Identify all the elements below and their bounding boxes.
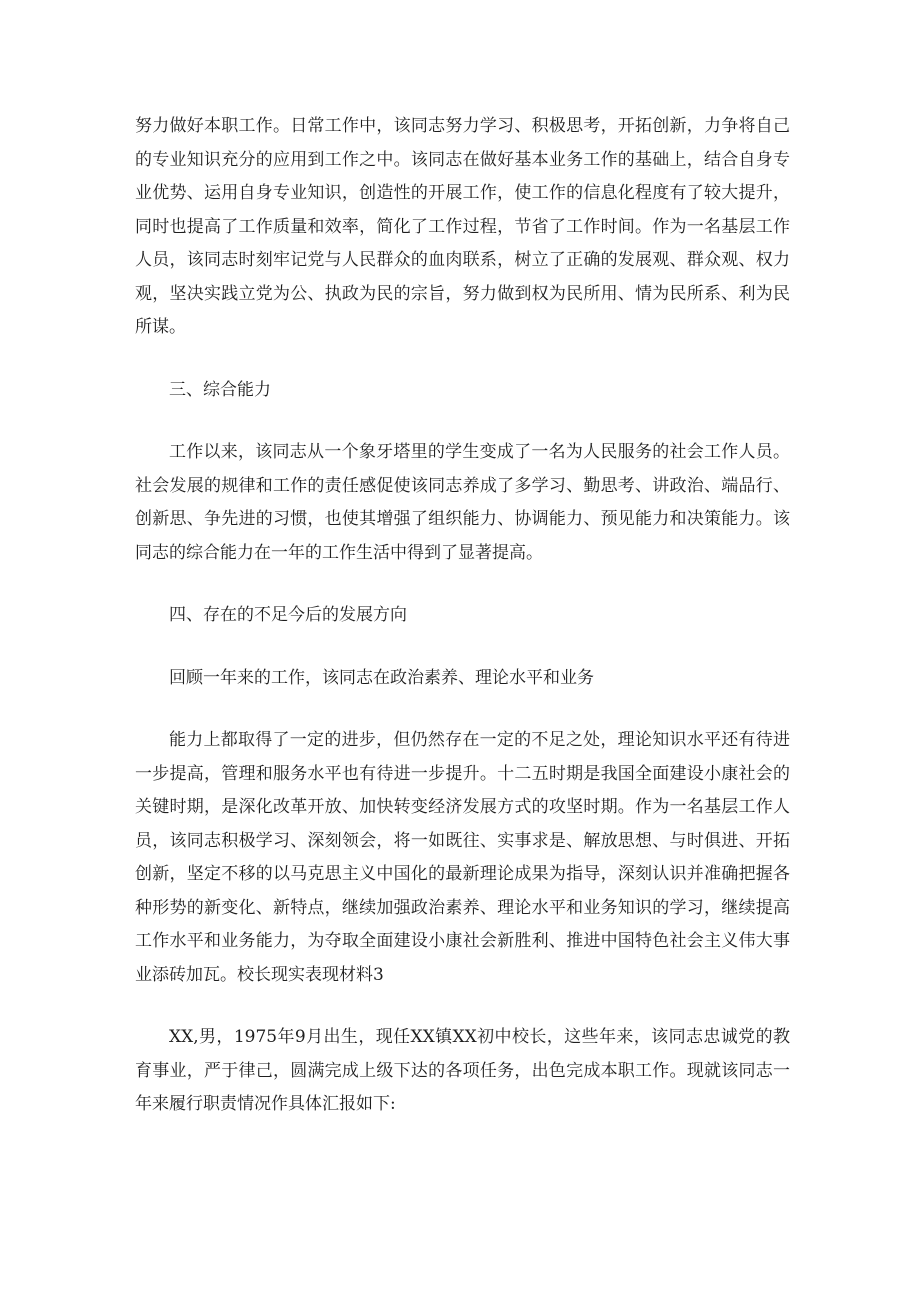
paragraph-work-performance: 努力做好本职工作。日常工作中，该同志努力学习、积极思考，开拓创新，力争将自己的专业知识充分的应用到工作之中。该同志在做好基本业务工作的基础上，结合自身专业优势、运用自身专业知识，创造性的开展工作，使工作的信息化程度有了较大提升，同时也提高了工作质量和效率，简化了工作过程，节省了工作时间。作为一名基层工作人员，该同志时刻牢记党与人民群众的血肉联系，树立了正确的发展观、群众观、权力观，坚决实践立党为公、执政为民的宗旨，努力做到权为民所用、情为民所系、利为民所谋。: [135, 116, 790, 337]
section-heading-shortcomings: 四、存在的不足今后的发展方向: [169, 605, 407, 625]
section-heading-comprehensive-ability: 三、综合能力: [169, 379, 271, 400]
paragraph-comprehensive-ability: 工作以来，该同志从一个象牙塔里的学生变成了一名为人民服务的社会工作人员。社会发展的规律和工作的责任感促使该同志养成了多学习、勤思考、讲政治、端品行、创新思、争先进的习惯，也使其增强了组织能力、协调能力、预见能力和决策能力。该同志的综合能力在一年的工作生活中得到了显著提高。: [135, 442, 790, 563]
document-body: [135, 110, 790, 1122]
paragraph-review-intro: 回顾一年来的工作，该同志在政治素养、理论水平和业务: [169, 667, 594, 688]
paragraph-shortcomings-detail: 能力上都取得了一定的进步，但仍然存在一定的不足之处，理论知识水平还有待进一步提高，管理和服务水平也有待进一步提升。十二五时期是我国全面建设小康社会的关键时期，是深化改革开放、加快转变经济发展方式的攻坚时期。作为一名基层工作人员，该同志积极学习、深刻领会，将一如既往、实事求是、解放思想、与时俱进、开拓创新，坚定不移的以马克思主义中国化的最新理论成果为指导，深刻认识并准确把握各种形势的新变化、新特点，继续加强政治素养、理论水平和业务知识的学习，继续提高工作水平和业务能力，为夺取全面建设小康社会新胜利、推进中国特色社会主义伟大事业添砖加瓦。校长现实表现材料3: [135, 730, 790, 985]
paragraph-principal-intro: XX,男，1975年9月出生，现任XX镇XX初中校长，这些年来，该同志忠诚党的教育事业，严于律己，圆满完成上级下达的各项任务，出色完成本职工作。现就该同志一年来履行职责情况作具体汇报如下:: [135, 1027, 790, 1114]
